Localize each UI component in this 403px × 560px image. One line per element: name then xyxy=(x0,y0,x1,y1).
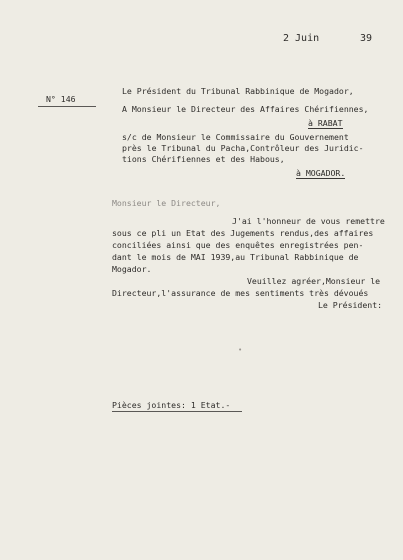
reference-number: N° 146 xyxy=(46,94,76,104)
body-line-3: conciliées ainsi que des enquêtes enregistrées pen- xyxy=(112,240,364,250)
salutation: Monsieur le Directeur, xyxy=(112,198,221,208)
body-line-5: Mogador. xyxy=(112,264,152,274)
enclosures: Pièces jointes: 1 Etat.- xyxy=(112,400,231,410)
recipient-city: à RABAT xyxy=(308,118,343,128)
via-line-1: s/c de Monsieur le Commissaire du Gouvernement xyxy=(122,132,349,142)
body-line-4: dant le mois de MAI 1939,au Tribunal Rabbinique de xyxy=(112,252,359,262)
closing-line-1: Veuillez agréer,Monsieur le xyxy=(247,276,381,286)
closing-line-2: Directeur,l'assurance de mes sentiments très dévoués xyxy=(112,288,369,298)
header-date: 2 Juin xyxy=(283,33,320,44)
page-number: 39 xyxy=(360,33,373,44)
body-line-1: J'ai l'honneur de vous remettre xyxy=(232,216,385,226)
via-city: à MOGADOR. xyxy=(296,168,346,178)
via-line-2: près le Tribunal du Pacha,Contrôleur des Juridic- xyxy=(122,143,364,153)
sender-line: Le Président du Tribunal Rabbinique de Mogador, xyxy=(122,86,354,96)
ink-mark: • xyxy=(238,346,243,354)
signature: Le Président: xyxy=(318,300,383,310)
body-line-2: sous ce pli un Etat des Jugements rendus,des affaires xyxy=(112,228,374,238)
enclosures-underline xyxy=(112,411,242,412)
reference-underline xyxy=(38,106,96,107)
via-line-3: tions Chérifiennes et des Habous, xyxy=(122,154,285,164)
recipient-line: A Monsieur le Directeur des Affaires Chérifiennes, xyxy=(122,104,369,114)
